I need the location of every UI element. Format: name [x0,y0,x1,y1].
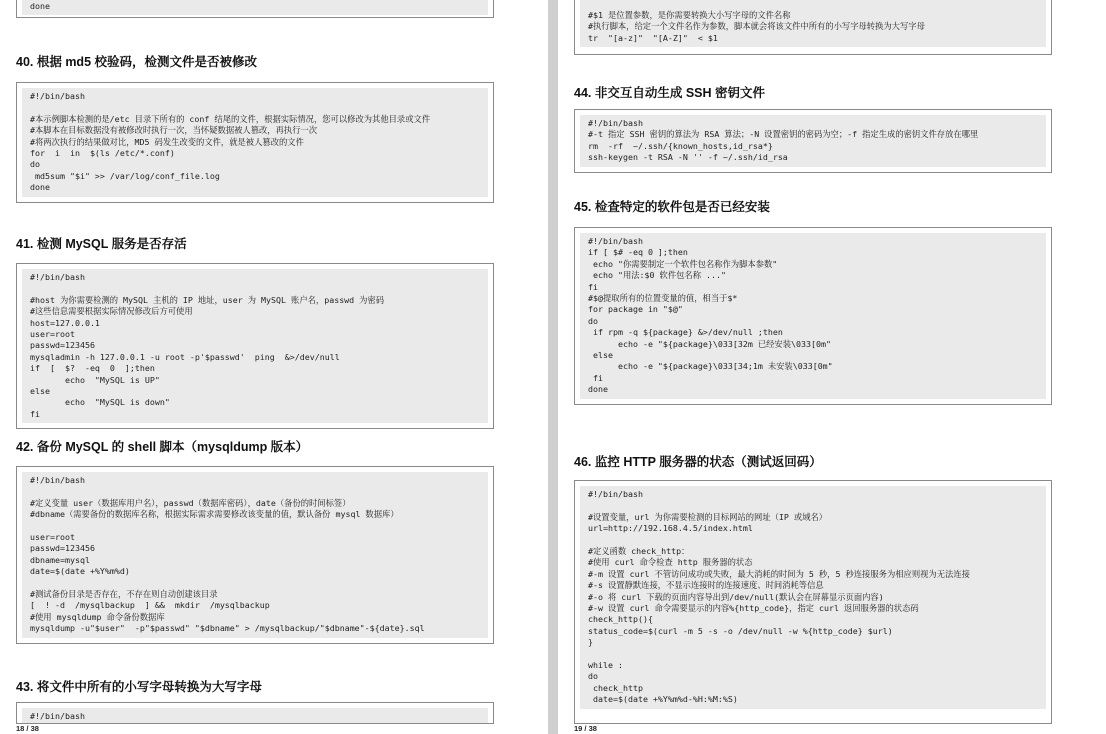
code-content [22,708,488,724]
page-number: 18 / 38 [16,724,39,733]
code-line: echo "用法:$0 软件包名称 ..." [588,270,727,281]
code-line [30,102,480,113]
code-line: #-s 设置静默连接，不显示连接时的连接速度、时间消耗等信息 [588,580,824,591]
code-line [588,500,1038,511]
code-content [22,472,488,638]
code-content [22,269,488,423]
code-line: #!/bin/bash [588,489,643,499]
code-content [22,88,488,197]
code-line: mysqldump -u"$user" -p"$passwd" "$dbname" > /mysqlbackup/"$dbname"-${date}.sql [30,623,425,634]
code-line: #将两次执行的结果做对比，MD5 码发生改变的文件，就是被人篡改的文件 [30,136,304,147]
section-heading-41: 41. 检测 MySQL 服务是否存活 [16,237,187,251]
code-line: fi [30,408,40,419]
document-page-right [558,0,1106,734]
page-gutter [548,0,558,734]
code-line: #dbname（需要备份的数据库名称，根据实际需求需要修改该变量的值，默认备份 mysql 数据库） [30,509,399,520]
code-line: check_http(){ [588,614,653,625]
document-page-left [0,0,548,734]
code-line: #测试备份目录是否存在，不存在则自动创建该目录 [30,589,218,600]
code-content [580,0,1046,47]
code-line: url=http://192.168.4.5/index.html [588,523,753,534]
code-line: #!/bin/bash [30,711,85,721]
code-block-44 [574,109,1052,173]
code-line: while : [588,660,623,671]
section-heading-46: 46. 监控 HTTP 服务器的状态（测试返回码） [574,455,822,469]
code-line: do [588,671,598,682]
code-line: passwd=123456 [30,340,95,351]
code-line: #!/bin/bash [30,91,85,101]
code-block-40 [16,82,494,203]
code-line: #本示例脚本检测的是/etc 目录下所有的 conf 结尾的文件，根据实际情况，您可以修改为其他目录或文件 [30,113,431,124]
code-line: if [ $? -eq 0 ];then [30,363,155,374]
section-heading-42: 42. 备份 MySQL 的 shell 脚本（mysqldump 版本） [16,440,309,454]
code-content [22,0,488,15]
code-line: #定义函数 check_http： [588,546,690,556]
code-line: done [30,1,50,11]
code-line: #host 为你需要检测的 MySQL 主机的 IP 地址，user 为 MySQL 账户名，passwd 为密码 [30,294,385,305]
code-block-top-fragment [574,0,1052,55]
code-block-42 [16,466,494,644]
code-line: #本脚本在目标数据没有被修改时执行一次，当怀疑数据被人篡改，再执行一次 [30,125,318,136]
code-line: tr "[a-z]" "[A-Z]" < $1 [588,32,718,43]
code-line [588,649,1038,660]
code-line: do [30,159,40,170]
code-line: #使用 mysqldump 命令备份数据库 [30,611,165,622]
code-line: mysqladmin -h 127.0.0.1 -u root -p'$passwd' ping &>/dev/null [30,351,340,362]
code-block-top-fragment [16,0,494,18]
code-line [30,521,480,532]
code-line: #$1 是位置参数，是你需要转换大小写字母的文件名称 [588,10,791,20]
code-line: echo "MySQL is UP" [30,374,160,385]
code-line [30,486,480,497]
code-line: if [ $# -eq 0 ];then [588,247,688,258]
code-line: #!/bin/bash [588,236,643,246]
code-line: #这些信息需要根据实际情况修改后方可使用 [30,306,193,317]
code-line: [ ! -d /mysqlbackup ] && mkdir /mysqlbackup [30,600,270,611]
code-block-43 [16,702,494,724]
code-block-45 [574,227,1052,405]
code-line: echo "你需要制定一个软件包名称作为脚本参数" [588,258,778,269]
code-line: done [30,182,50,193]
code-block-46 [574,480,1052,724]
code-line: echo -e "${package}\033[32m 已经安装\033[0m" [588,338,831,349]
section-heading-45: 45. 检查特定的软件包是否已经安装 [574,200,770,214]
code-line: #$@提取所有的位置变量的值，相当于$* [588,293,738,304]
code-line [30,283,480,294]
code-line [30,578,480,589]
code-line: #使用 curl 命令检查 http 服务器的状态 [588,557,753,568]
code-line: #-w 设置 curl 命令需要显示的内容%{http_code}，指定 curl 返回服务器的状态码 [588,603,919,614]
code-line: #设置变量，url 为你需要检测的目标网站的网址（IP 或域名） [588,511,828,522]
code-line: #-m 设置 curl 不管访问成功或失败，最大消耗的时间为 5 秒，5 秒连接服务为相应则视为无法连接 [588,568,970,579]
code-content [580,486,1046,709]
code-line: if rpm -q ${package} &>/dev/null ;then [588,327,783,338]
code-line: passwd=123456 [30,543,95,554]
code-line: #执行脚本，给定一个文件名作为参数，脚本就会将该文件中所有的小写字母转换为大写字母 [588,21,925,32]
code-line: host=127.0.0.1 [30,317,100,328]
code-line: done [588,384,608,395]
code-line: } [588,637,593,648]
code-line [588,535,1038,546]
section-heading-44: 44. 非交互自动生成 SSH 密钥文件 [574,86,765,100]
code-line: #-o 将 curl 下载的页面内容导出到/dev/null(默认会在屏幕显示页面内容) [588,591,884,602]
code-line: fi [588,281,598,292]
code-line: date=$(date +%Y%m%d-%H:%M:%S) [588,694,738,705]
code-line: else [30,386,50,397]
code-line: ssh-keygen -t RSA -N '' -f ~/.ssh/id_rsa [588,152,788,163]
code-line: #!/bin/bash [30,475,85,485]
code-line: else [588,350,613,361]
code-line: user=root [30,329,75,340]
code-block-41 [16,263,494,429]
code-line: user=root [30,532,75,542]
code-content [580,233,1046,399]
code-line: for package in "$@" [588,304,683,315]
section-heading-40: 40. 根据 md5 校验码，检测文件是否被修改 [16,55,257,69]
code-content [580,115,1046,167]
section-heading-43: 43. 将文件中所有的小写字母转换为大写字母 [16,680,262,694]
code-line: for i in $(ls /etc/*.conf) [30,148,175,159]
code-line: echo -e "${package}\033[34;1m 未安装\033[0m" [588,361,833,372]
code-line: fi [588,372,603,383]
code-line: check_http [588,682,643,693]
code-line: #!/bin/bash [588,118,643,128]
code-line: #!/bin/bash [30,272,85,282]
code-line: dbname=mysql [30,554,90,565]
code-line: #定义变量 user（数据库用户名），passwd（数据库密码），date（备份的时间标签） [30,497,351,508]
code-line: date=$(date +%Y%m%d) [30,566,130,577]
code-line: status_code=$(curl -m 5 -s -o /dev/null -w %{http_code} $url) [588,625,893,636]
code-line: rm -rf ~/.ssh/{known_hosts,id_rsa*} [588,140,773,151]
code-line: md5sum "$i" >> /var/log/conf_file.log [30,170,220,181]
page-number: 19 / 38 [574,724,597,733]
code-line: echo "MySQL is down" [30,397,170,408]
code-line: #-t 指定 SSH 密钥的算法为 RSA 算法；-N 设置密钥的密码为空；-f 指定生成的密钥文件存放在哪里 [588,129,979,140]
code-line: do [588,315,598,326]
